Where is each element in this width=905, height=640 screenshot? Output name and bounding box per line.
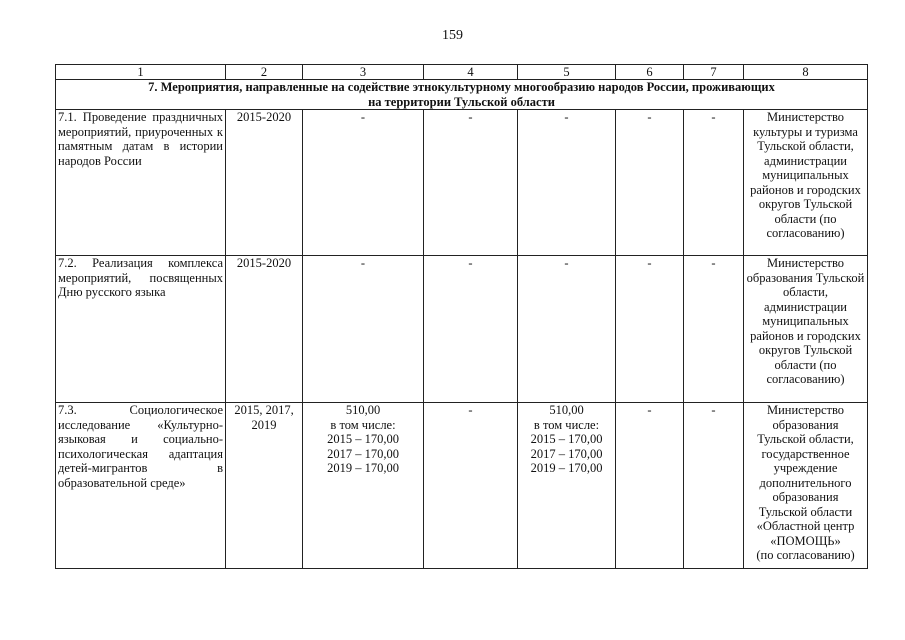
executor-line: Министерство [766, 403, 845, 417]
executor-line: «Областной центр [756, 519, 855, 533]
executor-line: учреждение [773, 461, 838, 475]
column-header: 7 [684, 65, 744, 80]
funding-line: 2017 – 170,00 [327, 446, 399, 461]
column-number-row [56, 65, 868, 80]
responsible-executor: Министерство образования Тульской области, администрации муниципальных районов и городских округов Тульской области (по согласованию) [744, 256, 868, 403]
responsible-executor [744, 403, 868, 569]
funding-line: 510,00 [345, 403, 381, 417]
column-header: 8 [744, 65, 868, 80]
value-cell: - [684, 110, 744, 256]
section-title [56, 80, 868, 110]
funding-cell [303, 403, 424, 569]
executor-line: «ПОМОЩЬ» [770, 533, 841, 548]
section-title-line: 7. Мероприятия, направленные на содействие этнокультурному многообразию народов России, проживающих [148, 80, 775, 94]
column-header: 3 [303, 65, 424, 80]
activity-name: 7.1. Проведение праздничных мероприятий, приуроченных к памятным датам в истории народов России [56, 110, 226, 256]
activity-period: 2015-2020 [226, 256, 303, 403]
value-cell: - [684, 403, 744, 569]
value-cell: - [684, 256, 744, 403]
executor-line: дополнительного [759, 475, 852, 490]
column-header: 6 [616, 65, 684, 80]
funding-line: 2019 – 170,00 [530, 461, 603, 475]
funding-line: 510,00 [549, 403, 584, 417]
executor-line: образования [772, 490, 839, 504]
responsible-executor: Министерство культуры и туризма Тульской области, администрации муниципальных районов и городских округов Тульской области (по согласованию) [744, 110, 868, 256]
column-header: 4 [424, 65, 518, 80]
section-title-line: на территории Тульской области [368, 94, 555, 109]
section-row [56, 80, 868, 110]
executor-line: Тульской области [758, 504, 853, 519]
value-cell: - [303, 110, 424, 256]
funding-line: 2015 – 170,00 [327, 432, 399, 446]
activities-table [55, 64, 868, 569]
funding-line: 2017 – 170,00 [530, 446, 603, 461]
activity-name: 7.3. Социологическое исследование «Культурно-языковая и социально-психологическая адаптация детей-мигрантов в образовательной среде» [56, 403, 226, 569]
executor-line: государственное [761, 446, 850, 461]
executor-line: (по согласованию) [756, 548, 855, 562]
executor-line: Тульской области, [757, 432, 854, 446]
column-header: 5 [518, 65, 616, 80]
funding-line: 2019 – 170,00 [327, 461, 399, 475]
value-cell: - [518, 110, 616, 256]
funding-line: 2015 – 170,00 [530, 432, 603, 446]
column-header: 1 [56, 65, 226, 80]
value-cell: - [424, 403, 518, 569]
page-number: 159 [442, 28, 463, 43]
value-cell: - [303, 256, 424, 403]
table-row [56, 403, 868, 569]
column-header: 2 [226, 65, 303, 80]
activity-name: 7.2. Реализация комплекса мероприятий, посвященных Дню русского языка [56, 256, 226, 403]
value-cell: - [424, 256, 518, 403]
table-row [56, 256, 868, 403]
value-cell: - [616, 403, 684, 569]
funding-line: в том числе: [533, 417, 600, 432]
activity-period: 2015-2020 [226, 110, 303, 256]
value-cell: - [616, 110, 684, 256]
value-cell: - [424, 110, 518, 256]
activity-period: 2015, 2017, 2019 [226, 403, 303, 569]
value-cell: - [616, 256, 684, 403]
executor-line: образования [772, 417, 839, 432]
funding-cell [518, 403, 616, 569]
funding-line: в том числе: [330, 417, 396, 432]
value-cell: - [518, 256, 616, 403]
table-row [56, 110, 868, 256]
